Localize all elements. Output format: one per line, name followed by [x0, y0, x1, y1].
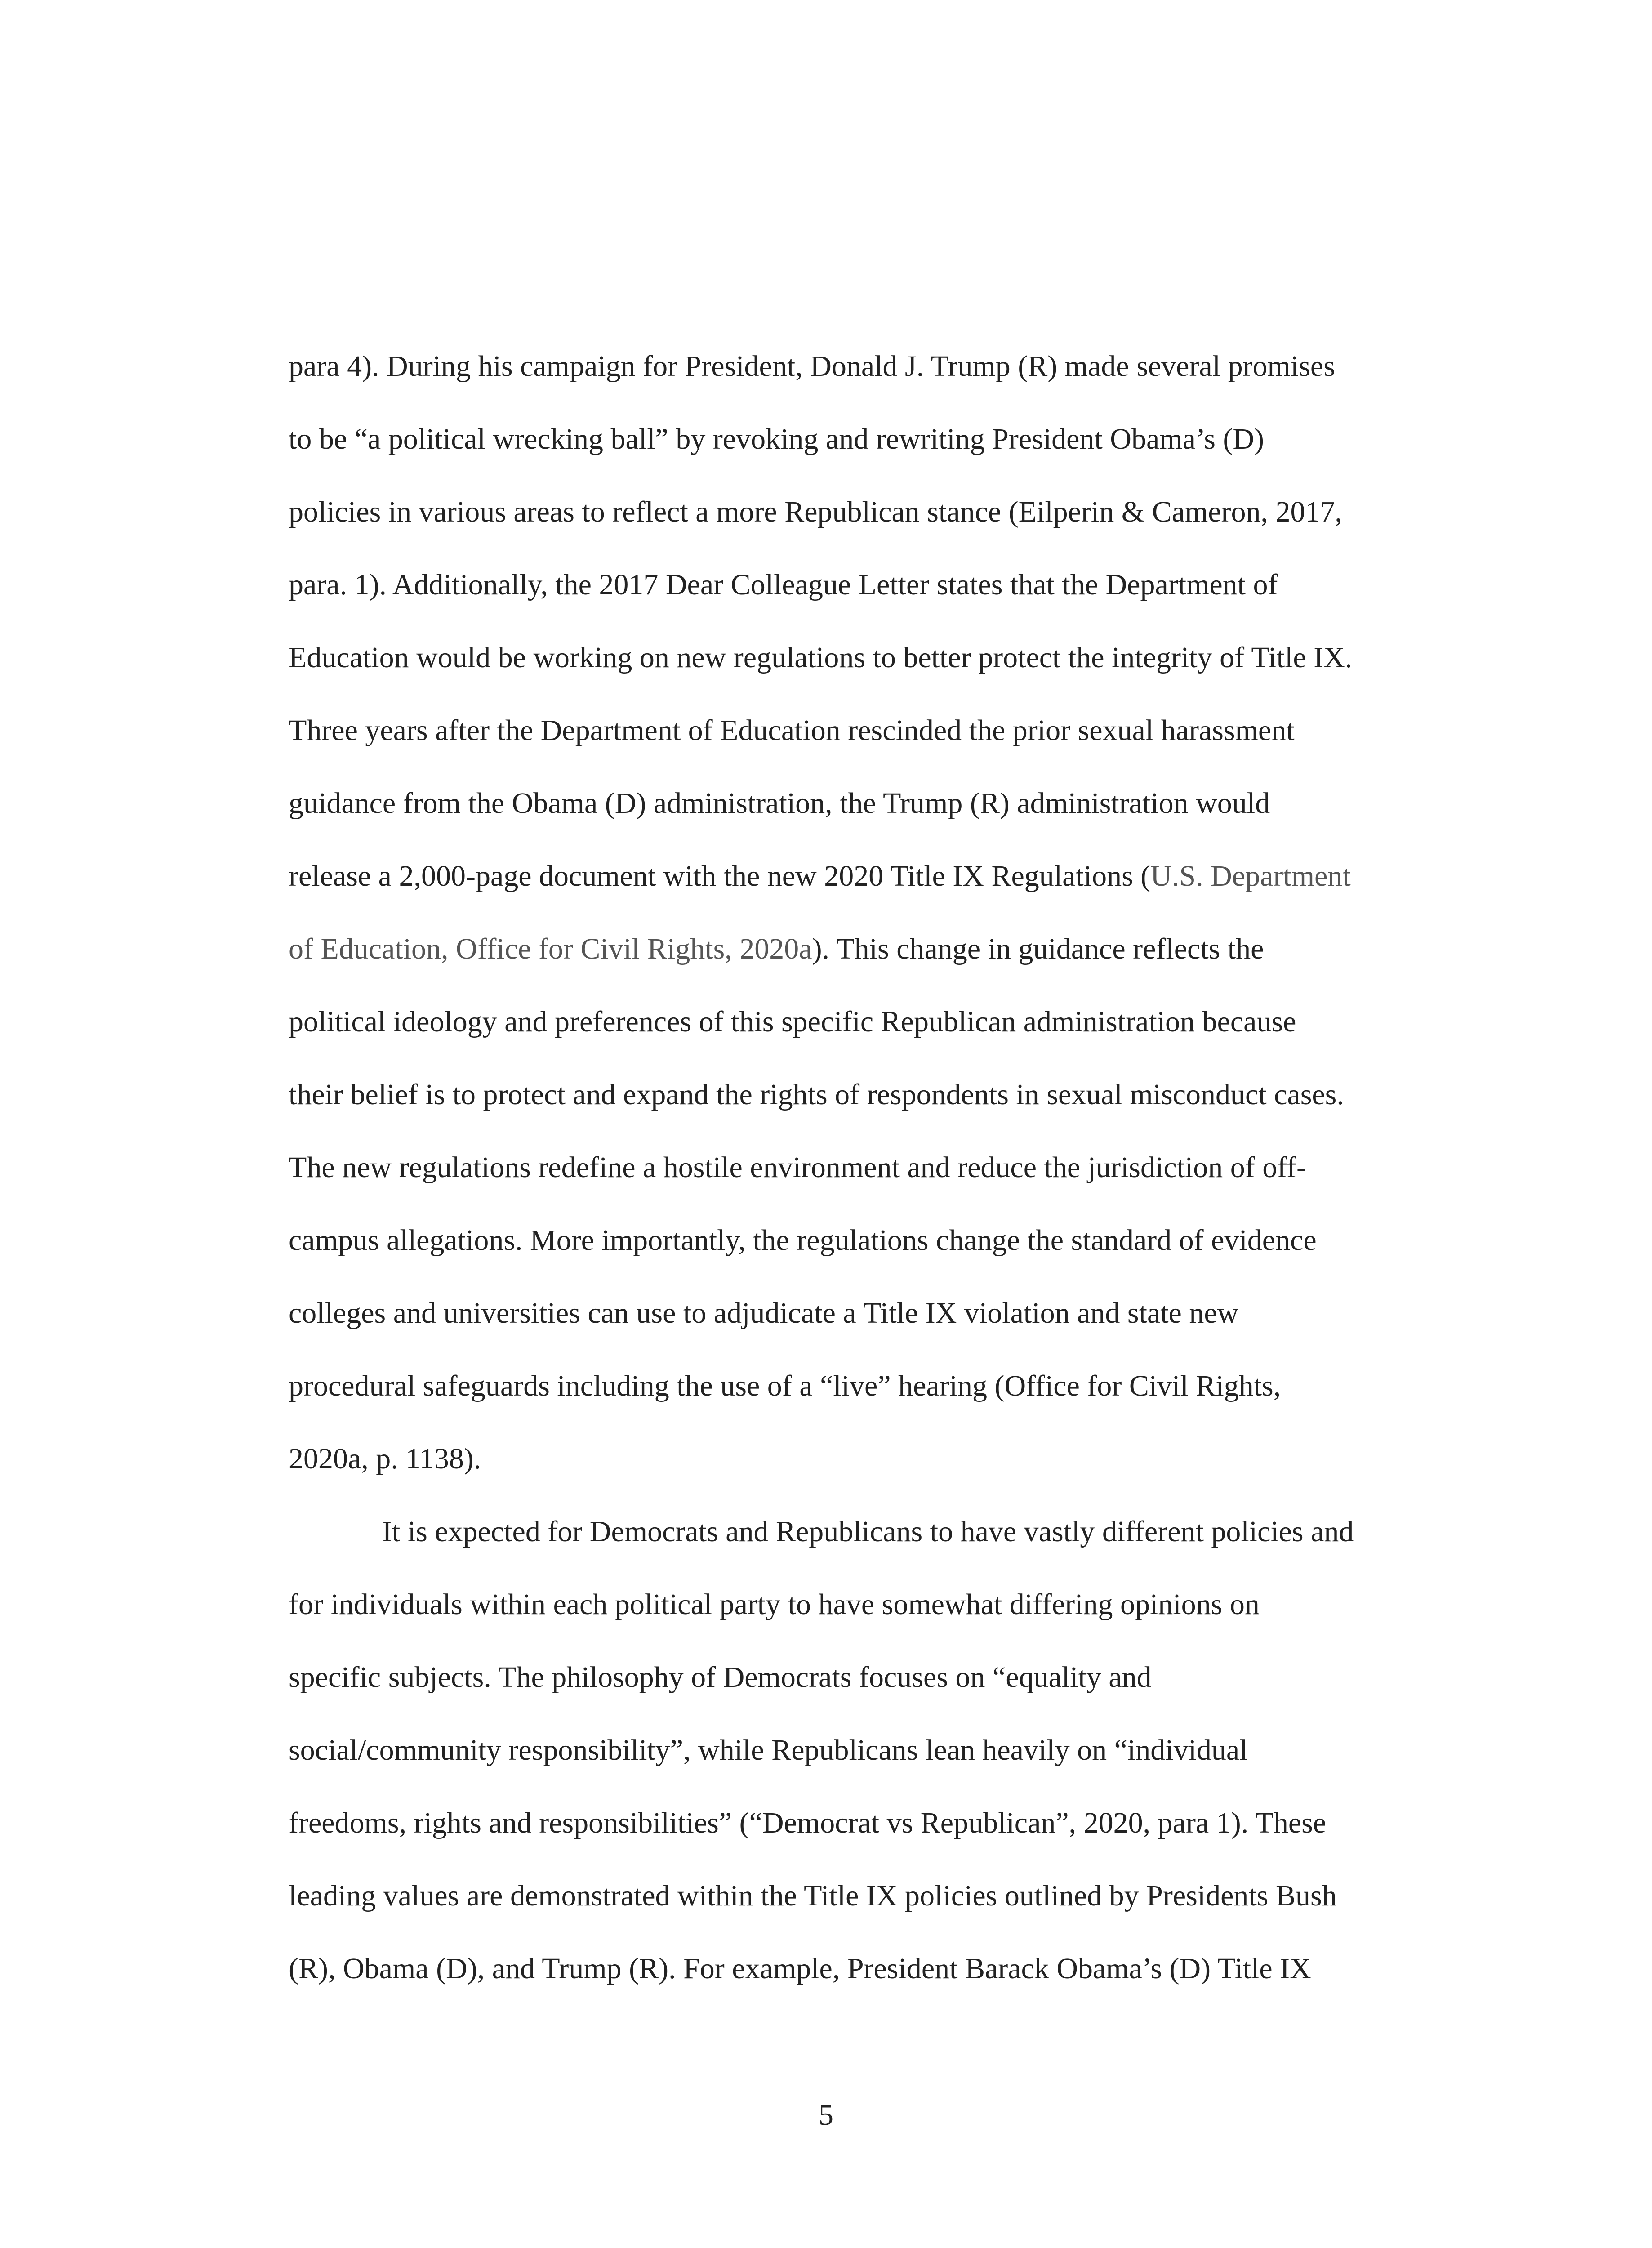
text-line: freedoms, rights and responsibilities” (“Democrat vs Republican”, 2020, para 1). These	[289, 1806, 1327, 1839]
text-line: leading values are demonstrated within the Title IX policies outlined by Presidents Bush	[289, 1879, 1337, 1912]
text-segment: ). This change in guidance reflects the	[812, 932, 1264, 965]
text-line: for individuals within each political party to have somewhat differing opinions on	[289, 1588, 1260, 1621]
page-number: 5	[819, 2099, 833, 2132]
text-line: campus allegations. More importantly, the regulations change the standard of evidence	[289, 1224, 1317, 1257]
text-line: to be “a political wrecking ball” by revoking and rewriting President Obama’s (D)	[289, 423, 1265, 455]
text-line: para. 1). Additionally, the 2017 Dear Colleague Letter states that the Department of	[289, 568, 1278, 601]
text-line: guidance from the Obama (D) administration, the Trump (R) administration would	[289, 787, 1270, 820]
text-line: policies in various areas to reflect a more Republican stance (Eilperin & Cameron, 2017,	[289, 495, 1343, 528]
text-segment: release a 2,000-page document with the new 2020 Title IX Regulations (	[289, 860, 1151, 892]
text-line: political ideology and preferences of this specific Republican administration because	[289, 1005, 1296, 1038]
text-line	[289, 858, 1351, 894]
citation-text: U.S. Department	[1150, 860, 1351, 892]
text-line: specific subjects. The philosophy of Democrats focuses on “equality and	[289, 1661, 1152, 1694]
text-line: para 4). During his campaign for President, Donald J. Trump (R) made several promises	[289, 350, 1335, 383]
text-line: The new regulations redefine a hostile environment and reduce the jurisdiction of off-	[289, 1151, 1307, 1184]
text-line: Three years after the Department of Education rescinded the prior sexual harassment	[289, 714, 1295, 747]
citation-text: of Education, Office for Civil Rights, 2020a	[289, 932, 812, 965]
text-line: Education would be working on new regulations to better protect the integrity of Title IX.	[289, 641, 1353, 674]
text-line: 2020a, p. 1138).	[289, 1442, 481, 1475]
text-line: colleges and universities can use to adjudicate a Title IX violation and state new	[289, 1297, 1239, 1329]
paragraph-first-line: It is expected for Democrats and Republicans to have vastly different policies and	[382, 1515, 1354, 1548]
text-line: social/community responsibility”, while Republicans lean heavily on “individual	[289, 1734, 1248, 1766]
text-line: (R), Obama (D), and Trump (R). For example, President Barack Obama’s (D) Title IX	[289, 1952, 1311, 1985]
text-line: procedural safeguards including the use of a “live” hearing (Office for Civil Rights,	[289, 1369, 1281, 1402]
text-line: their belief is to protect and expand the rights of respondents in sexual misconduct cases.	[289, 1078, 1344, 1111]
text-line	[289, 931, 1264, 967]
